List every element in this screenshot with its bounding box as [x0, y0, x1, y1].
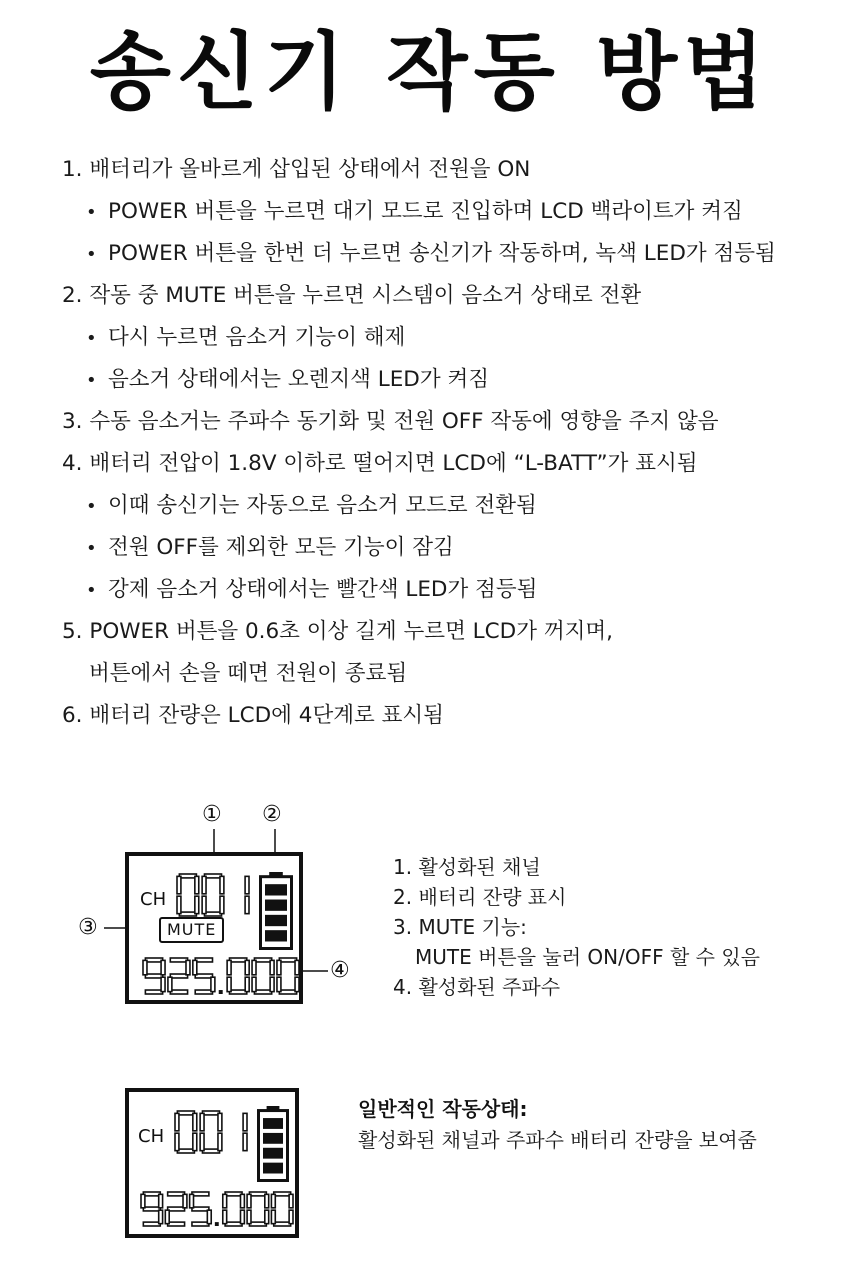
battery-bar	[263, 1163, 283, 1174]
lcd-digit-0	[223, 1192, 245, 1226]
instruction-4: 4. 배터리 전압이 1.8V 이하로 떨어지면 LCD에 “L-BATT”가 표시됨	[62, 451, 698, 476]
lcd-digit-9	[141, 1192, 163, 1226]
instruction-4-sub-c	[86, 570, 537, 611]
instruction-1: 1. 배터리가 올바르게 삽입된 상태에서 전원을 ON	[62, 157, 531, 182]
ch-label: CH	[138, 1126, 165, 1147]
callout-3-marker: ③	[78, 915, 98, 940]
bullet-icon: •	[86, 244, 97, 265]
instruction-4-sub-a	[86, 486, 537, 527]
instruction-5-continued: 버튼에서 손을 떼면 전원이 종료됨	[89, 661, 408, 686]
bullet-icon: •	[86, 370, 97, 391]
lcd-digit-0	[277, 958, 299, 994]
lcd-digit-9	[143, 958, 165, 994]
lcd-digit-0	[252, 958, 274, 994]
channel-segment-display	[175, 1111, 247, 1153]
lcd-digit-1	[243, 1113, 247, 1150]
lcd-display-normal	[125, 1088, 299, 1238]
battery-level-icon	[259, 872, 293, 950]
instruction-6: 6. 배터리 잔량은 LCD에 4단계로 표시됨	[62, 703, 444, 728]
decimal-point	[215, 1222, 219, 1226]
battery-level-icon	[257, 1106, 289, 1182]
instruction-4-sub-b	[86, 528, 454, 569]
instruction-text: 이때 송신기는 자동으로 음소거 모드로 전환됨	[108, 493, 537, 518]
instruction-1-sub-a	[86, 192, 743, 233]
instruction-5: 5. POWER 버튼을 0.6초 이상 길게 누르면 LCD가 꺼지며,	[62, 619, 613, 644]
lcd-digit-0	[227, 958, 249, 994]
legend-item-1: 1. 활성화된 채널	[393, 855, 541, 879]
frequency-segment-display	[143, 958, 299, 994]
callout-2-marker: ②	[262, 802, 282, 827]
battery-bar	[263, 1118, 283, 1129]
lcd-digit-1	[245, 876, 249, 913]
instruction-text: 음소거 상태에서는 오렌지색 LED가 켜짐	[108, 367, 489, 392]
instruction-text: 다시 누르면 음소거 기능이 해제	[108, 325, 406, 350]
instruction-3: 3. 수동 음소거는 주파수 동기화 및 전원 OFF 작동에 영향을 주지 않음	[62, 409, 719, 434]
lcd-display-annotated	[125, 852, 303, 1004]
instruction-1-sub-b	[86, 234, 776, 275]
lcd-digit-0	[200, 1111, 222, 1153]
instruction-text: 강제 음소거 상태에서는 빨간색 LED가 점등됨	[108, 577, 538, 602]
decimal-point	[219, 990, 223, 994]
channel-segment-display	[177, 874, 249, 916]
legend-item-3: 3. MUTE 기능:	[393, 915, 527, 939]
ch-label: CH	[140, 889, 167, 910]
battery-bar	[265, 915, 287, 926]
bullet-icon: •	[86, 496, 97, 517]
battery-bar	[265, 900, 287, 911]
lcd-digit-5	[190, 1192, 212, 1226]
lcd-digit-2	[168, 958, 190, 994]
battery-bar	[265, 884, 287, 895]
lcd-digit-2	[165, 1192, 187, 1226]
lcd-digit-0	[271, 1192, 293, 1226]
page-title: 송신기 작동 방법	[89, 23, 771, 121]
status-title: 일반적인 작동상태:	[358, 1097, 528, 1121]
frequency-segment-display	[141, 1192, 293, 1226]
lcd-digit-0	[175, 1111, 197, 1153]
legend-item-3-detail: MUTE 버튼을 눌러 ON/OFF 할 수 있음	[415, 945, 760, 969]
lcd-digit-0	[177, 874, 199, 916]
legend-item-2: 2. 배터리 잔량 표시	[393, 885, 567, 909]
legend-item-4: 4. 활성화된 주파수	[393, 975, 561, 999]
lcd-digit-5	[193, 958, 215, 994]
bullet-icon: •	[86, 202, 97, 223]
instruction-text: 전원 OFF를 제외한 모든 기능이 잠김	[108, 535, 454, 560]
battery-bar	[265, 930, 287, 941]
instruction-text: POWER 버튼을 한번 더 누르면 송신기가 작동하며, 녹색 LED가 점등됨	[108, 241, 776, 266]
callout-1-marker: ①	[202, 802, 222, 827]
instruction-2: 2. 작동 중 MUTE 버튼을 누르면 시스템이 음소거 상태로 전환	[62, 283, 642, 308]
battery-bar	[263, 1148, 283, 1159]
mute-indicator: MUTE	[159, 917, 224, 943]
callout-4-marker: ④	[330, 958, 350, 983]
lcd-digit-0	[202, 874, 224, 916]
bullet-icon: •	[86, 328, 97, 349]
lcd-digit-0	[247, 1192, 269, 1226]
instruction-2-sub-a	[86, 318, 405, 359]
instruction-text: POWER 버튼을 누르면 대기 모드로 진입하며 LCD 백라이트가 켜짐	[108, 199, 743, 224]
bullet-icon: •	[86, 538, 97, 559]
battery-bar	[263, 1133, 283, 1144]
status-description: 활성화된 채널과 주파수 배터리 잔량을 보여줌	[358, 1128, 757, 1152]
bullet-icon: •	[86, 580, 97, 601]
instruction-2-sub-b	[86, 360, 489, 401]
